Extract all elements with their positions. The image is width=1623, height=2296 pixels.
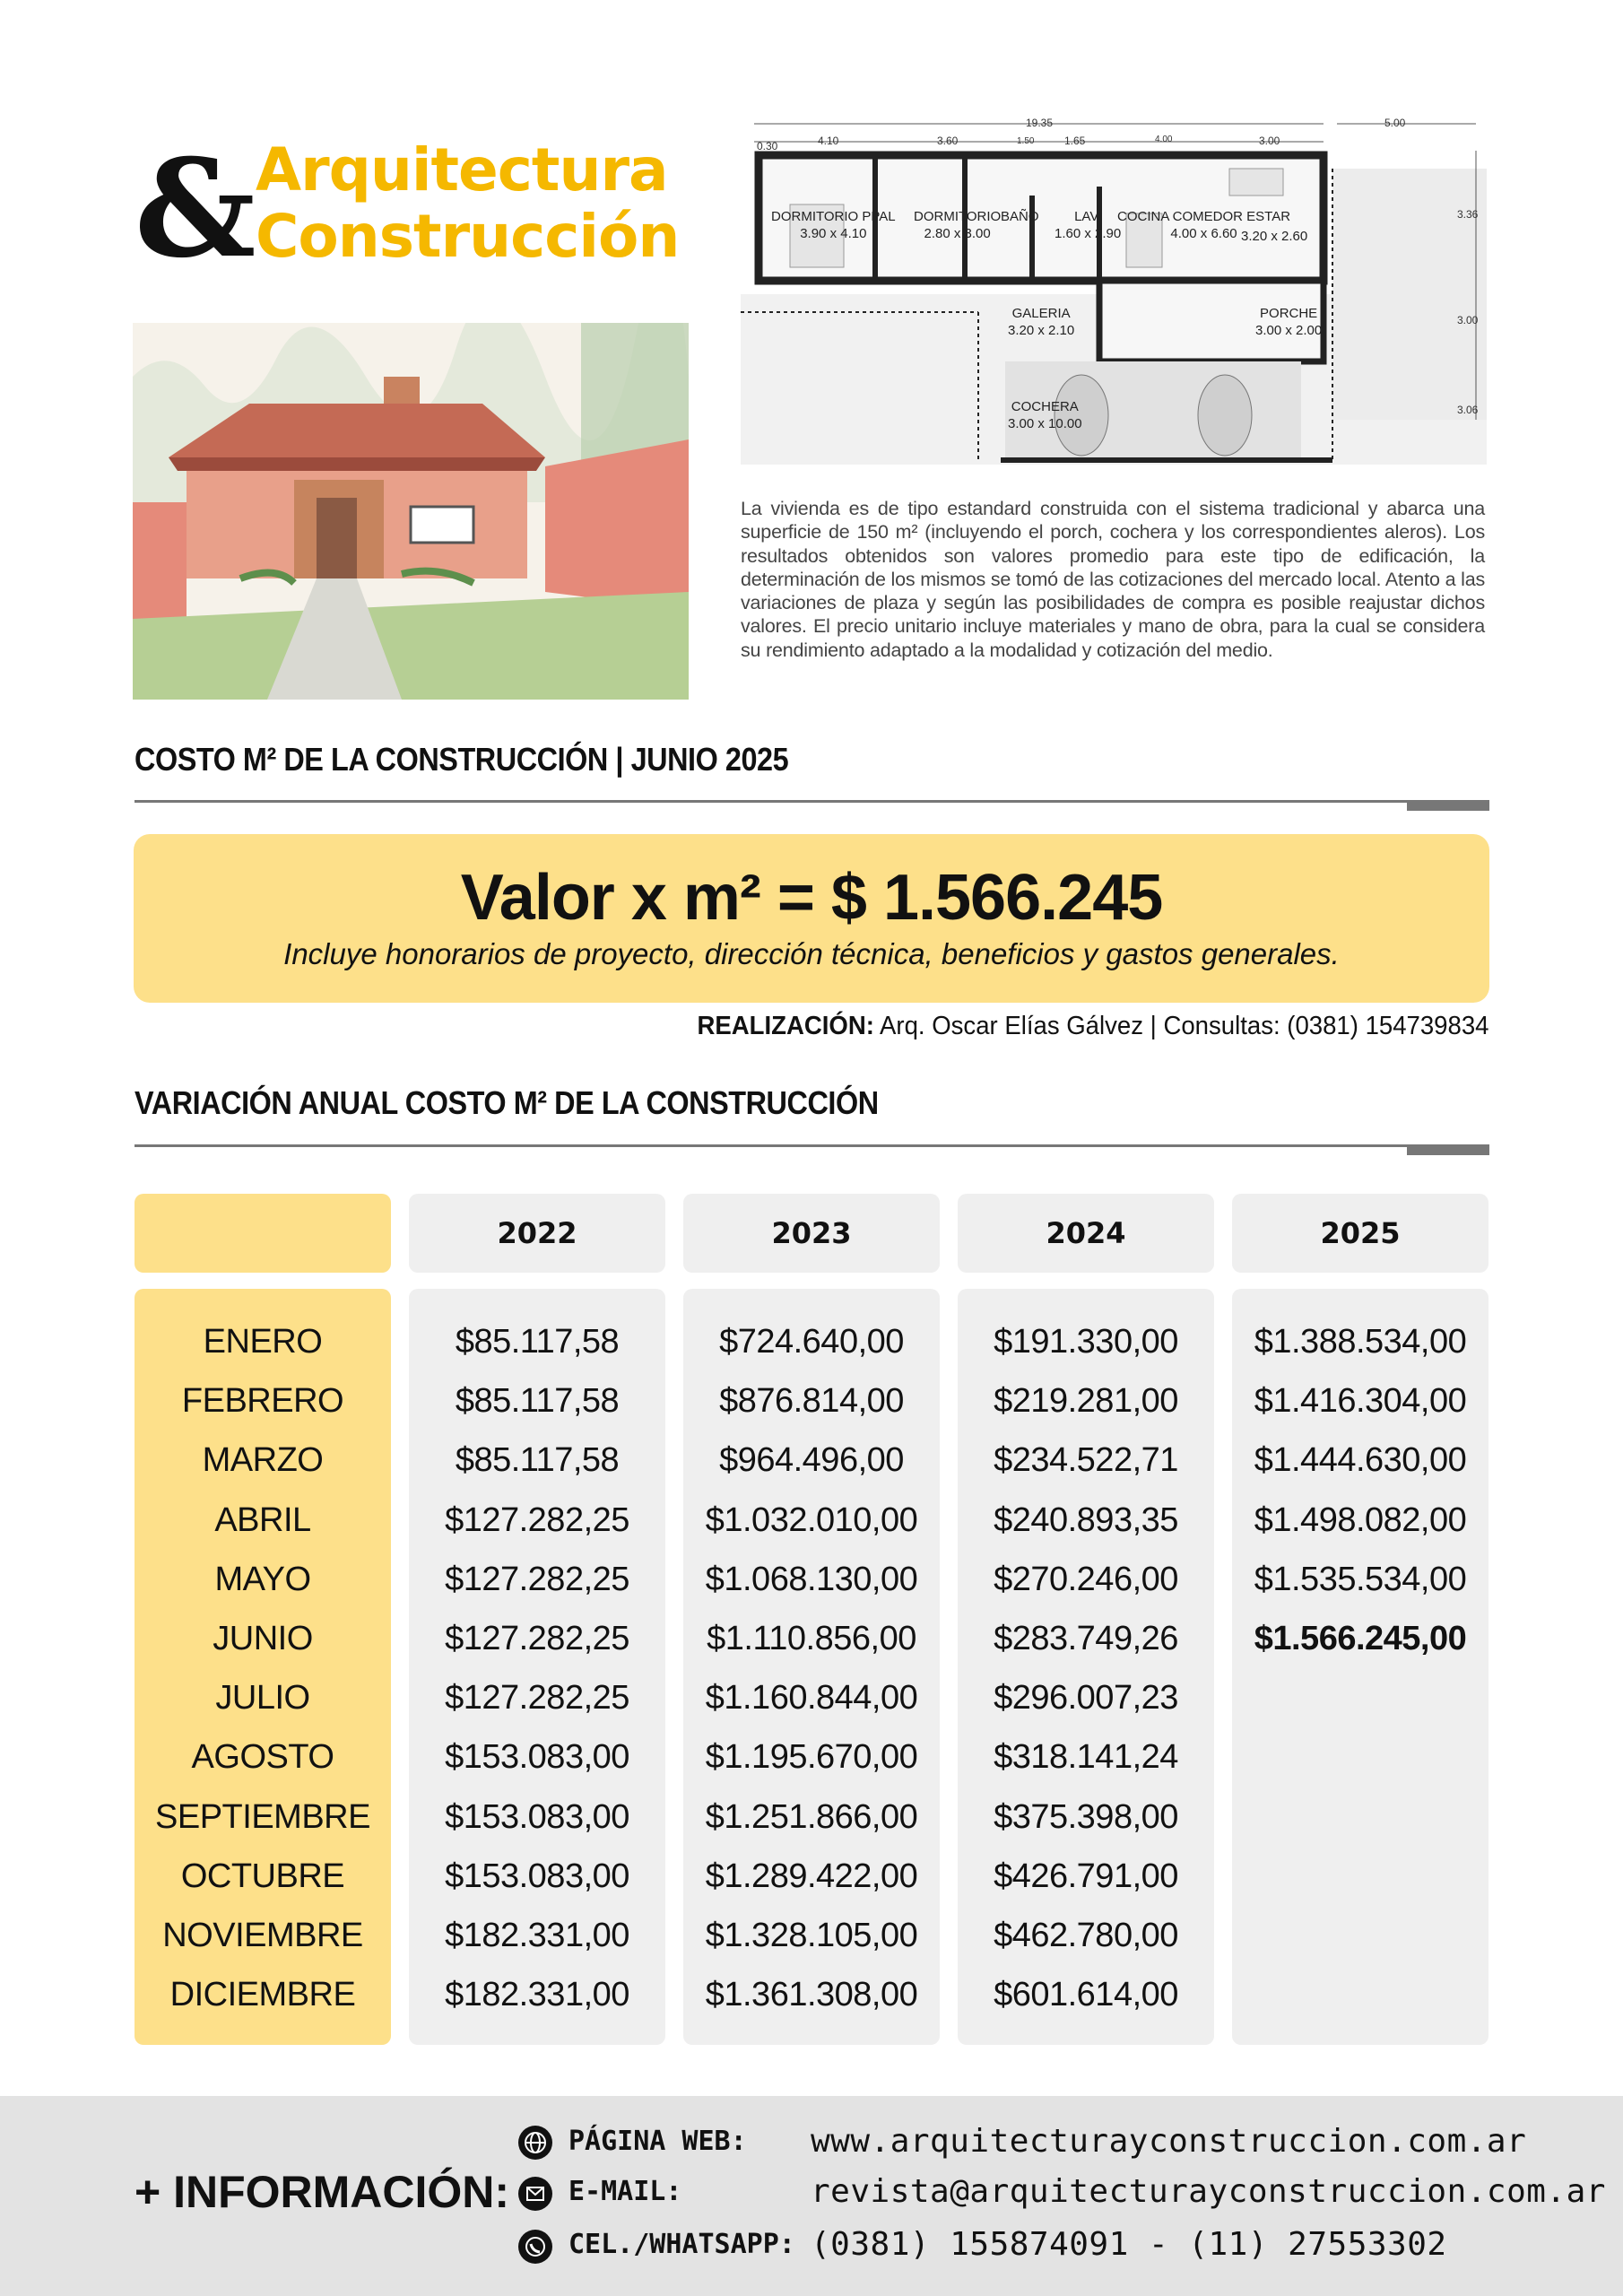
table-cell: $85.117,58 <box>455 1441 620 1480</box>
web-link[interactable]: www.arquitecturayconstruccion.com.ar <box>811 2123 1527 2160</box>
table-cell: $85.117,58 <box>455 1323 620 1361</box>
room-label: COCHERA 3.00 x 10.00 <box>1008 399 1082 431</box>
table-cell: $724.640,00 <box>719 1323 904 1361</box>
floor-plan <box>741 115 1487 465</box>
email-label: E-MAIL: <box>568 2176 682 2207</box>
description-text: La vivienda es de tipo estandard construida con el sistema tradicional y abarca una superficie de 150 m² (incluyendo el porch, cochera y los correspondientes aleros). Los resultados obtenidos son valores promedio para este tipo de edificación, la determinación de los mismos se tomó de las cotizaciones del mercado local. Atento a las variaciones de plaza y según las posibilidades de compra es posible reajustar dichos valores. El precio unitario incluye materiales y mano de obra, para la cual se considera su rendimiento adaptado a la modalidad y cotización del medio. <box>741 498 1485 661</box>
room-label: COCINA COMEDOR ESTAR 4.00 x 6.60 <box>1117 209 1291 241</box>
table-cell: $1.289.422,00 <box>705 1857 918 1895</box>
month-label: JUNIO <box>213 1620 313 1657</box>
room-label: PORCHE 3.00 x 2.00 <box>1255 306 1323 338</box>
table-cell: $318.141,24 <box>994 1738 1178 1777</box>
table-cell: $1.068.130,00 <box>705 1560 918 1598</box>
table-cell: $85.117,58 <box>455 1382 620 1421</box>
month-label: OCTUBRE <box>180 1857 345 1895</box>
side-dim-2: 3.00 <box>1457 314 1479 326</box>
table-cell: $1.251.866,00 <box>705 1797 918 1836</box>
month-label: SEPTIEMBRE <box>155 1797 370 1836</box>
table-cell: $1.361.308,00 <box>705 1976 918 2014</box>
table-cell: $127.282,25 <box>445 1620 629 1657</box>
dim-7: 3.00 <box>1259 135 1280 147</box>
month-label: DICIEMBRE <box>169 1976 356 2014</box>
month-label: ABRIL <box>214 1500 311 1539</box>
table-cell: $1.160.844,00 <box>705 1679 918 1718</box>
room-label: 3.20 x 2.60 <box>1241 229 1308 244</box>
divider <box>135 800 1489 803</box>
month-label: FEBRERO <box>181 1382 344 1421</box>
table-cell: $375.398,00 <box>994 1797 1178 1836</box>
divider-accent <box>1407 800 1489 811</box>
month-label: MAYO <box>214 1560 311 1598</box>
year-column-2024 <box>958 1289 1214 2045</box>
dim-2: 4.10 <box>818 135 839 147</box>
year-column-2023 <box>683 1289 940 2045</box>
room-label: GALERIA 3.20 x 2.10 <box>1008 306 1075 338</box>
room-label: LAV. 1.60 x 2.90 <box>1055 209 1122 241</box>
table-cell: $191.330,00 <box>994 1323 1178 1361</box>
divider <box>135 1144 1489 1147</box>
phone-numbers[interactable]: (0381) 155874091 - (11) 27553302 <box>811 2226 1447 2263</box>
table-cell: $127.282,25 <box>445 1560 629 1598</box>
year-header: 2023 <box>683 1194 940 1273</box>
section-title-variation: VARIACIÓN ANUAL COSTO M² DE LA CONSTRUCCIÓN <box>135 1084 879 1121</box>
floor-plan-drawing <box>741 115 1487 465</box>
side-dim-3: 3.06 <box>1457 404 1479 416</box>
room-label: DORMITORIO 2.80 x 3.00 <box>914 209 1002 241</box>
year-header: 2022 <box>409 1194 665 1273</box>
table-cell: $153.083,00 <box>445 1857 629 1895</box>
phone-label: CEL./WHATSAPP: <box>568 2229 795 2260</box>
dim-total: 19.35 <box>1026 117 1054 129</box>
table-cell: $1.032.010,00 <box>705 1500 918 1539</box>
table-cell: $127.282,25 <box>445 1679 629 1718</box>
table-cell: $1.195.670,00 <box>705 1738 918 1777</box>
house-sketch-image <box>133 323 689 700</box>
brand-logo <box>135 130 690 288</box>
table-cell: $1.416.304,00 <box>1254 1382 1467 1421</box>
month-label: MARZO <box>202 1441 324 1480</box>
year-column-2022 <box>409 1289 665 2045</box>
email-link[interactable]: revista@arquitecturayconstruccion.com.ar <box>811 2173 1606 2210</box>
value-box <box>134 834 1489 1003</box>
month-label: AGOSTO <box>191 1738 334 1777</box>
table-cell: $876.814,00 <box>719 1382 904 1421</box>
table-cell: $270.246,00 <box>994 1560 1178 1598</box>
credit-line <box>697 1012 1488 1041</box>
table-cell: $234.522,71 <box>994 1441 1178 1480</box>
table-cell: $1.498.082,00 <box>1254 1500 1467 1539</box>
logo-ampersand: & <box>135 130 256 288</box>
whatsapp-icon <box>518 2230 552 2264</box>
table-cell: $1.388.534,00 <box>1254 1323 1467 1361</box>
dim-4: 1.50 <box>1017 136 1035 146</box>
more-info-heading: + INFORMACIÓN: <box>135 2167 510 2217</box>
table-corner-header <box>135 1194 391 1273</box>
table-cell: $182.331,00 <box>445 1976 629 2014</box>
section-title-cost: COSTO M² DE LA CONSTRUCCIÓN | JUNIO 2025 <box>135 741 789 778</box>
globe-icon <box>518 2126 552 2160</box>
table-cell: $296.007,23 <box>994 1679 1178 1718</box>
year-header: 2025 <box>1232 1194 1488 1273</box>
table-cell: $1.328.105,00 <box>705 1917 918 1954</box>
year-header: 2024 <box>958 1194 1214 1273</box>
table-cell: $182.331,00 <box>445 1917 629 1954</box>
table-cell: $153.083,00 <box>445 1797 629 1836</box>
table-cell: $127.282,25 <box>445 1500 629 1539</box>
table-cell: $1.566.245,00 <box>1254 1620 1467 1657</box>
credit-text: Arq. Oscar Elías Gálvez | Consultas: (0381) 154739834 <box>873 1012 1488 1040</box>
months-column <box>135 1289 391 2045</box>
table-cell: $219.281,00 <box>994 1382 1178 1421</box>
mail-icon <box>518 2177 552 2211</box>
web-label: PÁGINA WEB: <box>568 2126 747 2157</box>
year-column-2025 <box>1232 1289 1488 2045</box>
credit-label: REALIZACIÓN: <box>696 1012 874 1040</box>
table-cell: $426.791,00 <box>994 1857 1178 1895</box>
dim-6: 4.00 <box>1155 135 1173 144</box>
value-note: Incluye honorarios de proyecto, dirección técnica, beneficios y gastos generales. <box>283 937 1340 970</box>
table-cell: $1.110.856,00 <box>707 1620 916 1657</box>
dim-1: 0.30 <box>757 140 778 152</box>
month-label: JULIO <box>215 1679 310 1718</box>
table-cell: $1.444.630,00 <box>1254 1441 1467 1480</box>
month-label: NOVIEMBRE <box>162 1917 363 1954</box>
table-cell: $964.496,00 <box>719 1441 904 1480</box>
dim-porch: 5.00 <box>1384 117 1406 129</box>
dim-5: 1.65 <box>1064 135 1086 147</box>
table-cell: $153.083,00 <box>445 1738 629 1777</box>
room-label: BAÑO <box>1001 209 1039 224</box>
month-label: ENERO <box>203 1323 323 1361</box>
table-cell: $601.614,00 <box>994 1976 1178 2014</box>
side-dim-1: 3.36 <box>1457 208 1479 221</box>
dim-3: 3.60 <box>937 135 959 147</box>
value-per-m2: Valor x m² = $ 1.566.245 <box>460 862 1163 934</box>
divider-accent <box>1407 1144 1489 1155</box>
logo-line-1: Arquitectura <box>256 135 668 204</box>
table-cell: $283.749,26 <box>994 1620 1178 1657</box>
table-cell: $462.780,00 <box>994 1917 1178 1954</box>
logo-line-2: Construcción <box>256 202 680 271</box>
table-cell: $240.893,35 <box>994 1500 1178 1539</box>
table-cell: $1.535.534,00 <box>1254 1560 1467 1598</box>
room-label: DORMITORIO PPAL 3.90 x 4.10 <box>771 209 896 241</box>
